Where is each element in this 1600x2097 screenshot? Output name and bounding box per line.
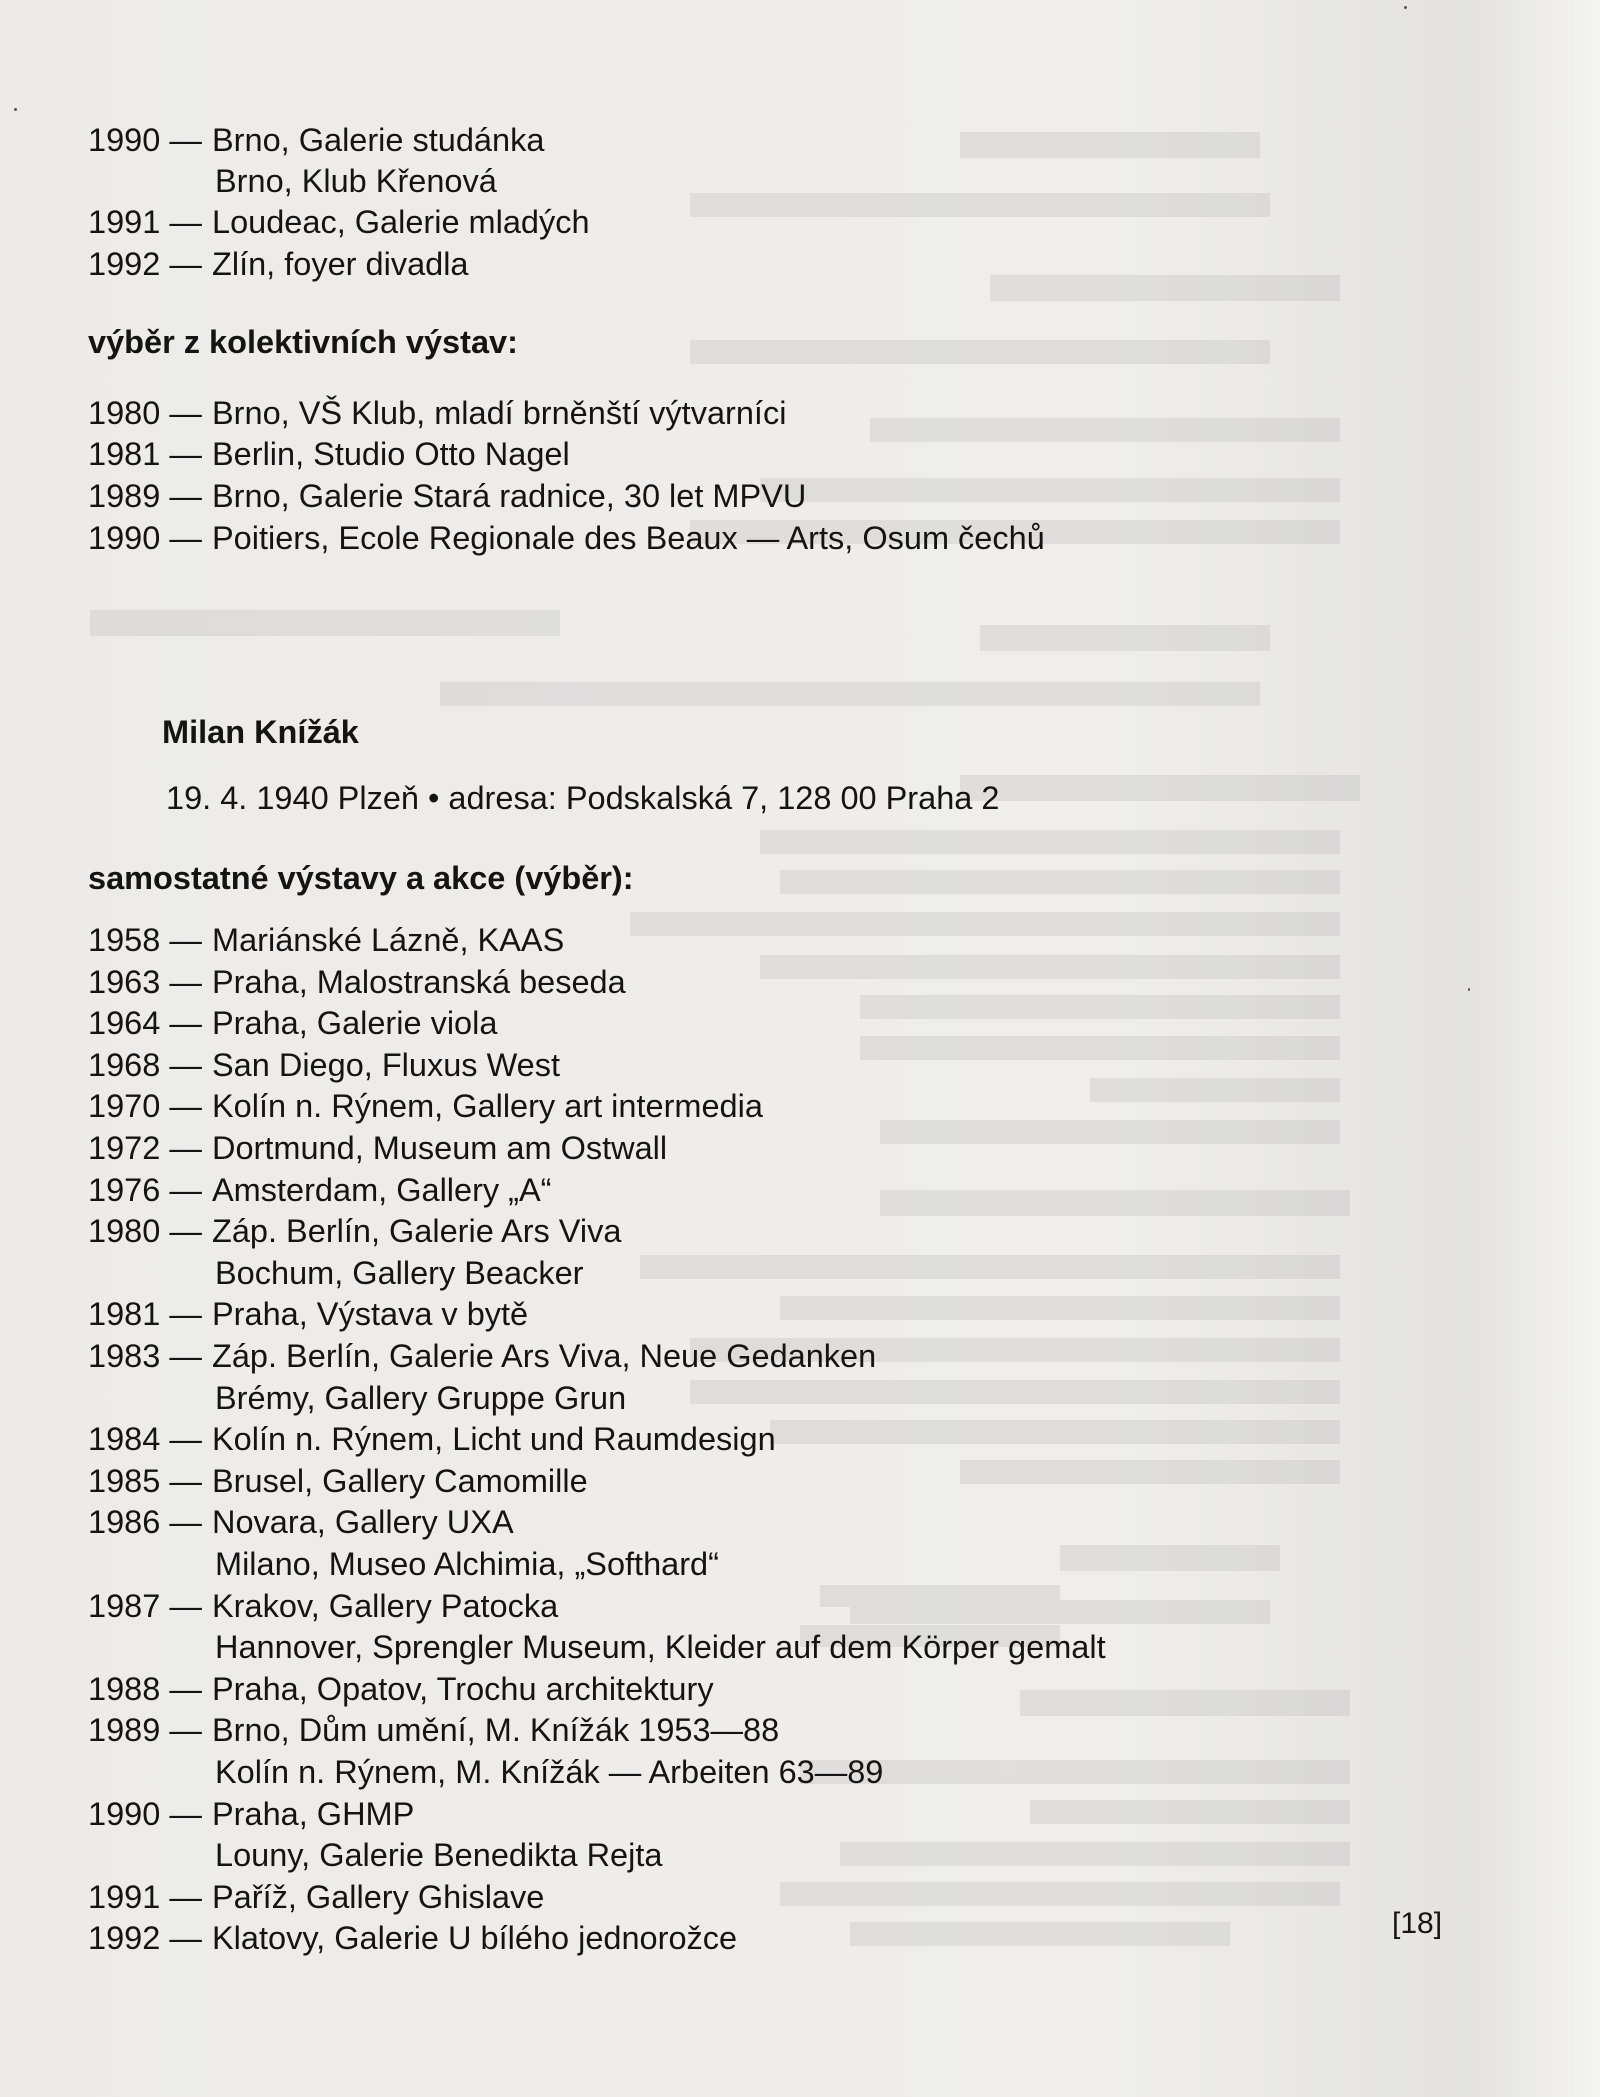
entry-text: Berlin, Studio Otto Nagel [212,436,570,472]
list-item [88,393,786,435]
entry-text: Praha, Malostranská beseda [212,964,626,1000]
entry-text: San Diego, Fluxus West [212,1047,561,1083]
year: 1992 — [88,1920,202,1956]
entry-text: Praha, Opatov, Trochu architektury [212,1671,714,1707]
year: 1986 — [88,1504,202,1540]
list-item [88,1211,621,1253]
list-item [88,1419,776,1461]
entry-text: Klatovy, Galerie U bílého jednorožce [212,1920,738,1956]
entry-text: Mariánské Lázně, KAAS [212,922,565,958]
list-item [88,1502,514,1544]
year: 1987 — [88,1588,202,1624]
list-item [88,1918,737,1960]
list-item [88,1045,560,1087]
year: 1981 — [88,436,202,472]
entry-text: Brno, Klub Křenová [215,163,497,199]
speck [1468,988,1470,991]
list-item [88,244,469,286]
list-item [88,1294,528,1336]
entry-text: Brno, Dům umění, M. Knížák 1953—88 [212,1712,780,1748]
list-item [88,1752,883,1794]
entry-text: Kolín n. Rýnem, M. Knížák — Arbeiten 63—89 [215,1754,884,1790]
list-item [88,962,626,1004]
artist-bio: 19. 4. 1940 Plzeň • adresa: Podskalská 7, 128 00 Praha 2 [166,780,1000,816]
entry-text: Milano, Museo Alchimia, „Softhard“ [215,1546,719,1582]
entry-text: Hannover, Sprengler Museum, Kleider auf dem Körper gemalt [215,1629,1106,1665]
entry-text: Zlín, foyer divadla [212,246,469,282]
year: 1972 — [88,1130,202,1166]
list-item [88,1544,719,1586]
entry-text: Praha, Výstava v bytě [212,1296,529,1332]
year: 1976 — [88,1172,202,1208]
list-item [88,1378,626,1420]
year: 1990 — [88,520,202,556]
list-item [88,1794,414,1836]
year: 1991 — [88,1879,202,1915]
year: 1980 — [88,1213,202,1249]
list-item [88,1086,763,1128]
year: 1985 — [88,1463,202,1499]
list-item [88,202,590,244]
section-heading-collective: výběr z kolektivních výstav: [88,324,518,360]
list-item [88,1128,667,1170]
list-item [88,1877,544,1919]
entry-text: Loudeac, Galerie mladých [212,204,590,240]
list-item [88,434,570,476]
list-item [88,1627,1106,1669]
list-item [88,476,806,518]
entry-text: Amsterdam, Gallery „A“ [212,1172,552,1208]
entry-text: Brno, Galerie studánka [212,122,545,158]
list-item [88,518,1045,560]
year: 1990 — [88,1796,202,1832]
list-item [88,1253,583,1295]
list-item [88,1835,662,1877]
list-item [88,920,564,962]
list-item [88,161,497,203]
entry-text: Záp. Berlín, Galerie Ars Viva [212,1213,622,1249]
page-number: [18] [1392,1907,1443,1940]
year: 1970 — [88,1088,202,1124]
list-item [88,1461,588,1503]
year: 1983 — [88,1338,202,1374]
year: 1989 — [88,1712,202,1748]
entry-text: Dortmund, Museum am Ostwall [212,1130,668,1166]
section-heading-solo: samostatné výstavy a akce (výběr): [88,860,634,896]
year: 1988 — [88,1671,202,1707]
year: 1958 — [88,922,202,958]
year: 1984 — [88,1421,202,1457]
year: 1990 — [88,122,202,158]
entry-text: Krakov, Gallery Patocka [212,1588,559,1624]
entry-text: Záp. Berlín, Galerie Ars Viva, Neue Gedanken [212,1338,877,1374]
year: 1992 — [88,246,202,282]
artist-name: Milan Knížák [162,714,359,750]
list-item [88,1669,714,1711]
entry-text: Brusel, Gallery Camomille [212,1463,588,1499]
entry-text: Praha, Galerie viola [212,1005,498,1041]
entry-text: Bochum, Gallery Beacker [215,1255,584,1291]
entry-text: Novara, Gallery UXA [212,1504,514,1540]
year: 1989 — [88,478,202,514]
speck [14,108,17,111]
year: 1968 — [88,1047,202,1083]
list-item [88,1003,497,1045]
year: 1964 — [88,1005,202,1041]
speck [1404,6,1407,9]
entry-text: Kolín n. Rýnem, Licht und Raumdesign [212,1421,776,1457]
entry-text: Kolín n. Rýnem, Gallery art intermedia [212,1088,763,1124]
entry-text: Brno, Galerie Stará radnice, 30 let MPVU [212,478,807,514]
list-item [88,1710,779,1752]
entry-text: Louny, Galerie Benedikta Rejta [215,1837,663,1873]
year: 1963 — [88,964,202,1000]
entry-text: Brémy, Gallery Gruppe Grun [215,1380,627,1416]
list-item [88,120,544,162]
entry-text: Brno, VŠ Klub, mladí brněnští výtvarníci [212,395,787,431]
list-item [88,1170,552,1212]
year: 1981 — [88,1296,202,1332]
list-item [88,1586,558,1628]
list-item [88,1336,876,1378]
year: 1991 — [88,204,202,240]
entry-text: Praha, GHMP [212,1796,415,1832]
entry-text: Paříž, Gallery Ghislave [212,1879,545,1915]
year: 1980 — [88,395,202,431]
entry-text: Poitiers, Ecole Regionale des Beaux — Arts, Osum čechů [212,520,1045,556]
